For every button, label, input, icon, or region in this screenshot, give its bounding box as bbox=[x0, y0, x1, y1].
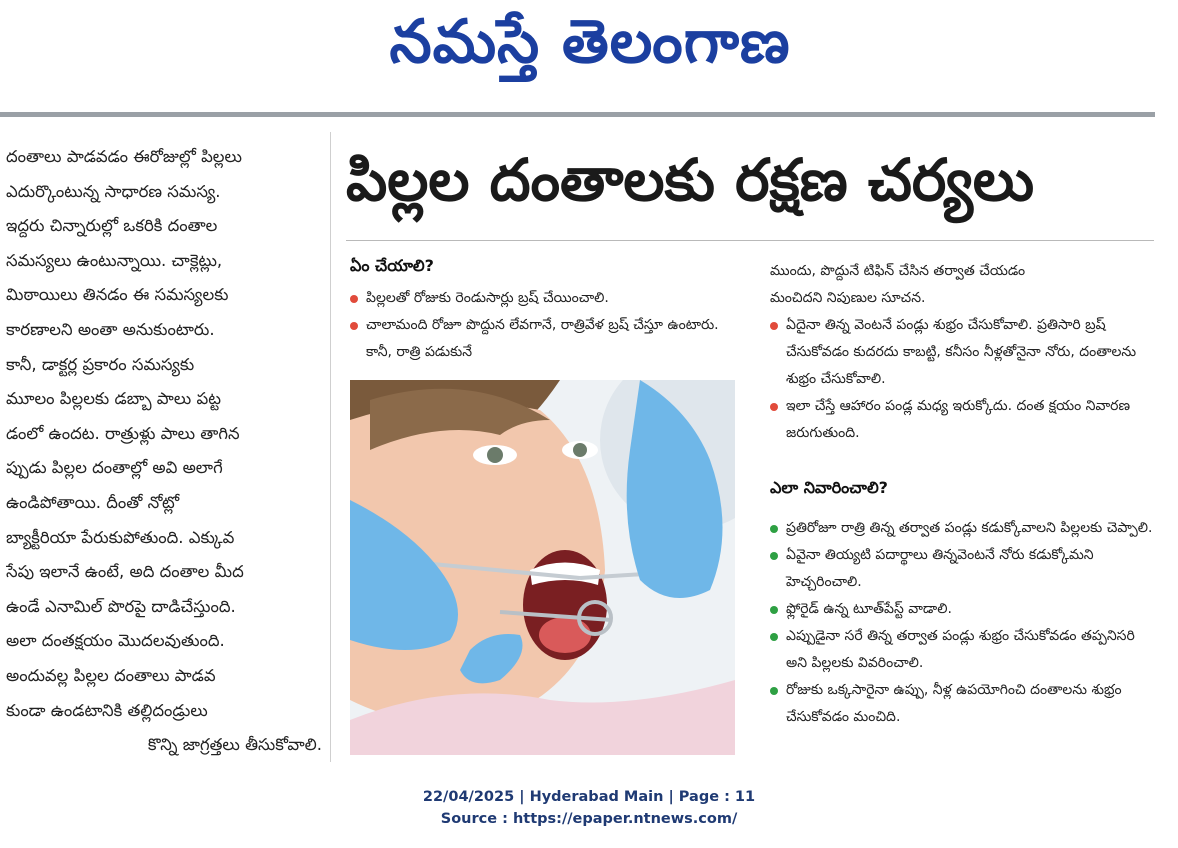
intro-line: ఉండే ఎనామిల్ పొరపై దాడిచేస్తుంది. bbox=[6, 596, 236, 616]
section-title: ఏం చేయాలి? bbox=[350, 256, 434, 275]
intro-line: డంలో ఉందట. రాత్రుళ్లు పాలు తాగిన bbox=[6, 423, 240, 443]
intro-line: సేపు ఇలానే ఉంటే, అది దంతాల మీద bbox=[6, 562, 244, 582]
list-item: చాలామంది రోజూ పొద్దున లేవగానే, రాత్రివేళ బ్రష్ చేస్తూ ఉంటారు. కానీ, రాత్రి పడుకునే bbox=[350, 312, 740, 366]
bullet-dot-icon bbox=[770, 606, 778, 614]
article-headline: పిల్లల దంతాలకు రక్షణ చర్యలు bbox=[346, 146, 1035, 214]
intro-line: కారణాలని అంతా అనుకుంటారు. bbox=[6, 319, 215, 339]
section-what-to-do-continued bbox=[770, 258, 1160, 447]
page-footer bbox=[0, 786, 1178, 830]
intro-line: సమస్యలు ఉంటున్నాయి. చాక్లెట్లు, bbox=[6, 250, 223, 270]
intro-line: మిఠాయిలు తినడం ఈ సమస్యలకు bbox=[6, 285, 229, 305]
column-divider bbox=[330, 132, 331, 762]
intro-line: ఇద్దరు చిన్నారుల్లో ఒకరికి దంతాల bbox=[6, 216, 218, 236]
intro-line: ఉండిపోతాయి. దీంతో నోట్లో bbox=[6, 492, 180, 512]
masthead-logo: నమస్తే తెలంగాణ bbox=[389, 7, 791, 77]
bullet-list bbox=[350, 285, 740, 366]
continued-line: ముందు, పొద్దునే టిఫిన్ చేసిన తర్వాత చేయడం bbox=[770, 263, 1026, 279]
section-how-to-prevent bbox=[770, 478, 1160, 731]
bullet-dot-icon bbox=[770, 403, 778, 411]
bullet-dot-icon bbox=[350, 295, 358, 303]
headline-rule bbox=[346, 240, 1154, 241]
list-item: ఏదైనా తిన్న వెంటనే పండ్లు శుభ్రం చేసుకోవాలి. ప్రతిసారి బ్రష్ చేసుకోవడం కుదరదు కాబట్టి, కనీసం నీళ్లతోనైనా నోరు, దంతాలను శుభ్రం చేసుకోవాలి. bbox=[770, 312, 1160, 393]
intro-line: బ్యాక్టీరియా పేరుకుపోతుంది. ఎక్కువ bbox=[6, 527, 235, 547]
section-title: ఎలా నివారించాలి? bbox=[770, 478, 888, 497]
intro-line: కానీ, డాక్టర్ల ప్రకారం సమస్యకు bbox=[6, 354, 195, 374]
bullet-dot-icon bbox=[350, 322, 358, 330]
intro-column bbox=[6, 140, 322, 763]
footer-source-link[interactable]: Source : https://epaper.ntnews.com/ bbox=[440, 811, 738, 827]
bullet-list bbox=[770, 312, 1160, 447]
list-item: ఫ్లోరైడ్ ఉన్న టూత్‌పేస్ట్ వాడాలి. bbox=[770, 596, 1160, 623]
bullet-dot-icon bbox=[770, 552, 778, 560]
list-item: పిల్లలతో రోజుకు రెండుసార్లు బ్రష్ చేయించాలి. bbox=[350, 285, 740, 312]
dental-checkup-photo bbox=[350, 380, 735, 755]
intro-line: ప్పుడు పిల్లల దంతాల్లో అవి అలాగే bbox=[6, 458, 223, 478]
list-item: ప్రతిరోజూ రాత్రి తిన్న తర్వాత పండ్లు కడుక్కోవాలని పిల్లలకు చెప్పాలి. bbox=[770, 515, 1160, 542]
bullet-dot-icon bbox=[770, 322, 778, 330]
intro-line: అందువల్ల పిల్లల దంతాలు పాడవ bbox=[6, 665, 216, 685]
list-item: ఇలా చేస్తే ఆహారం పండ్ల మధ్య ఇరుక్కోదు. దంత క్షయం నివారణ జరుగుతుంది. bbox=[770, 393, 1160, 447]
bullet-dot-icon bbox=[770, 687, 778, 695]
intro-line: కుండా ఉండటానికి తల్లిదండ్రులు bbox=[6, 700, 208, 720]
section-what-to-do bbox=[350, 256, 740, 366]
list-item: ఏవైనా తియ్యటి పదార్థాలు తిన్నవెంటనే నోరు కడుక్కోమని హెచ్చరించాలి. bbox=[770, 542, 1160, 596]
list-item: రోజుకు ఒక్కసారైనా ఉప్పు, నీళ్ల ఉపయోగించి దంతాలను శుభ్రం చేసుకోవడం మంచిది. bbox=[770, 677, 1160, 731]
intro-line: మూలం పిల్లలకు డబ్బా పాలు పట్ట bbox=[6, 389, 221, 409]
bullet-dot-icon bbox=[770, 525, 778, 533]
masthead-rule bbox=[0, 112, 1155, 117]
list-item: ఎప్పుడైనా సరే తిన్న తర్వాత పండ్లు శుభ్రం చేసుకోవడం తప్పనిసరి అని పిల్లలకు వివరించాలి. bbox=[770, 623, 1160, 677]
continued-line: మంచిదని నిపుణుల సూచన. bbox=[770, 290, 926, 306]
bullet-dot-icon bbox=[770, 633, 778, 641]
bullet-list bbox=[770, 515, 1160, 731]
intro-line: దంతాలు పాడవడం ఈరోజుల్లో పిల్లలు bbox=[6, 147, 242, 166]
intro-line: కొన్ని జాగ్రత్తలు తీసుకోవాలి. bbox=[147, 735, 322, 755]
intro-line: ఎదుర్కొంటున్న సాధారణ సమస్య. bbox=[6, 181, 221, 201]
intro-line: అలా దంతక్షయం మొదలవుతుంది. bbox=[6, 631, 225, 651]
footer-edition: 22/04/2025 | Hyderabad Main | Page : 11 bbox=[422, 789, 756, 805]
